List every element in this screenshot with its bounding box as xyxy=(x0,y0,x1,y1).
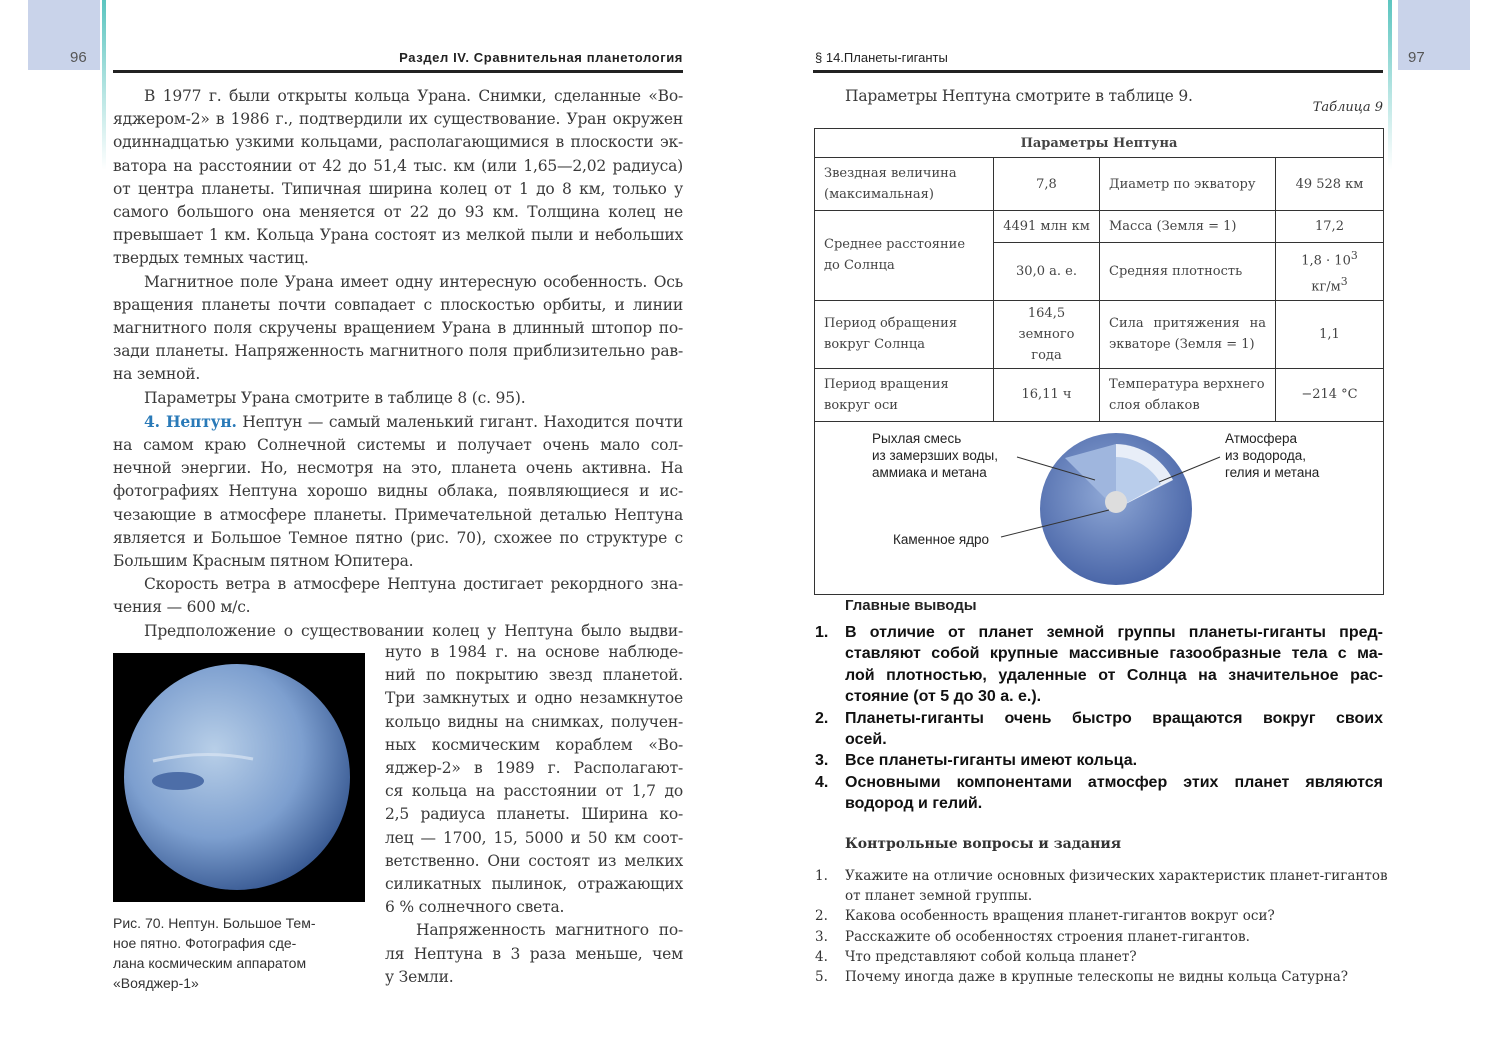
cell-label: Масса (Земля = 1) xyxy=(1100,211,1276,243)
density-unit: кг/м xyxy=(1311,279,1341,295)
text-line: ветственно. Они состоят из мелких xyxy=(385,851,683,870)
questions-list xyxy=(813,866,1388,987)
list-item xyxy=(813,947,1383,967)
text-line: является и Большое Темное пятно (рис. 70), схожее по структуре с xyxy=(113,528,683,547)
item-number: 4. xyxy=(815,948,828,965)
exponent: 3 xyxy=(1340,275,1348,289)
item-number: 3. xyxy=(815,928,828,945)
cell-value xyxy=(994,300,1100,368)
text-line: 2,5 радиуса планеты. Ширина ко- xyxy=(385,805,683,824)
cell-label: Период вращения вокруг оси xyxy=(815,368,994,421)
list-item xyxy=(813,866,1388,906)
item-number: 2. xyxy=(815,908,828,925)
label-line: Атмосфера xyxy=(1225,430,1298,446)
text-line: кольцо видны на снимках, получен- xyxy=(385,712,683,731)
text-line: яджер-2» в 1989 г. Располагают- xyxy=(385,759,683,778)
density-value: 1,8 · 10 xyxy=(1301,253,1351,269)
orbit-unit: земного года xyxy=(1018,326,1075,363)
margin-line xyxy=(102,0,106,170)
item-line: от планет земной группы. xyxy=(845,888,1033,905)
text-line: самого большого она меняется от 22 до 93 км. Толщина колец не xyxy=(113,203,683,222)
caption-line: лана космическим аппаратом xyxy=(113,955,307,971)
text-line: Три замкнутых и одно незамкнутое xyxy=(385,689,683,708)
text-line: фотографиях Нептуна хорошо видны облака, появляющиеся и ис- xyxy=(113,482,683,501)
list-item xyxy=(813,708,1383,751)
right-page-tab xyxy=(1398,0,1470,70)
text-line: 4. Нептун. Нептун — самый маленький гигант. Находится почти xyxy=(144,411,683,431)
text-line: превышает 1 км. Кольца Урана состоят из мелкой пыли и небольших xyxy=(113,226,683,245)
label-line: гелия и метана xyxy=(1225,464,1320,480)
cell-label: Средняя плотность xyxy=(1100,243,1276,301)
text-line: на самом краю Солнечной системы и получает очень мало сол- xyxy=(113,436,683,455)
text-line: нуто в 1984 г. на основе наблюде- xyxy=(385,643,683,661)
item-number: 3. xyxy=(815,752,829,770)
running-head: § 14.Планеты-гиганты xyxy=(815,50,948,65)
header-rule xyxy=(113,70,683,73)
section-heading: 4. Нептун. xyxy=(144,411,237,431)
item-line: Планеты-гиганты очень быстро вращаются вокруг своих xyxy=(845,709,1383,727)
list-item xyxy=(813,967,1383,987)
item-number: 5. xyxy=(815,969,828,986)
caption-line: Рис. 70. Нептун. Большое Тем- xyxy=(113,915,316,931)
text-line: магнитного поля скручены вращением Урана в длинный штопор по- xyxy=(113,319,683,338)
label-ice-mix xyxy=(872,430,998,481)
list-item xyxy=(813,772,1383,815)
label-line: из водорода, xyxy=(1225,447,1306,463)
item-number: 4. xyxy=(815,773,829,791)
table-label: Таблица 9 xyxy=(1312,100,1383,115)
item-line: Почему иногда даже в крупные телескопы не видны кольца Сатурна? xyxy=(845,969,1349,986)
cell-value: 49 528 км xyxy=(1276,158,1384,211)
item-line: ставляют собой крупные массивные газообразные тела с ма- xyxy=(845,645,1383,663)
caption-line: «Вояджер-1» xyxy=(113,975,199,991)
text-line: одиннадцатью узкими кольцами, располагающимися в плоскости эк- xyxy=(113,133,683,152)
item-line: Основными компонентами атмосфер этих планет являются xyxy=(845,773,1383,791)
text-line: чения — 600 м/с. xyxy=(113,598,251,617)
figure-caption xyxy=(113,913,353,993)
text-line: яджером-2» в 1986 г., подтвердили их существование. Уран окружен xyxy=(113,110,683,129)
margin-line xyxy=(1388,0,1392,170)
item-line: водород и гелий. xyxy=(845,795,983,813)
page-number: 97 xyxy=(1408,49,1425,66)
body-text xyxy=(113,85,683,643)
item-line: Какова особенность вращения планет-гигантов вокруг оси? xyxy=(845,908,1275,925)
text-line: вращения планеты почти совпадает с плоскостью орбиты, и линии xyxy=(113,295,683,314)
text-line: лец — 1700, 15, 5000 и 50 км соот- xyxy=(385,828,683,847)
left-page-tab xyxy=(28,0,100,70)
item-number: 1. xyxy=(815,624,829,641)
item-number: 1. xyxy=(815,868,828,884)
item-number: 2. xyxy=(815,709,829,727)
page-number: 96 xyxy=(70,49,87,66)
cell-value xyxy=(1276,243,1384,301)
conclusions-title: Главные выводы xyxy=(845,597,977,614)
text-line: В 1977 г. были открыты кольца Урана. Снимки, сделанные «Во- xyxy=(144,87,683,105)
cell-value: 1,1 xyxy=(1276,300,1384,368)
label-line: из замерзших воды, xyxy=(872,447,998,463)
text-line: ных космическим кораблем «Во- xyxy=(385,735,683,754)
body-text-wrapped xyxy=(385,641,683,989)
text-line: Напряженность магнитного по- xyxy=(416,921,683,940)
cell-label: Температура верхнего слоя облаков xyxy=(1100,368,1276,421)
text-line: Большим Красным пятном Юпитера. xyxy=(113,552,414,571)
text-line: ватора на расстоянии от 42 до 51,4 тыс. км (или 1,65—2,02 радиуса) xyxy=(113,156,683,175)
text-line: на земной. xyxy=(113,365,201,384)
item-line: стояние (от 5 до 30 а. е.). xyxy=(845,688,1042,706)
cell-label: Период обращения вокруг Солнца xyxy=(815,300,994,368)
text-line: зади планеты. Напряженность магнитного поля приблизительно рав- xyxy=(113,342,683,361)
text-line: ля Нептуна в 3 раза меньше, чем xyxy=(385,944,683,963)
cell-value: 30,0 а. е. xyxy=(994,243,1100,301)
item-line: лой плотностью, удаленные от Солнца на значительное рас- xyxy=(845,666,1383,684)
label-line: Рыхлая смесь xyxy=(872,430,962,446)
item-line: Все планеты-гиганты имеют кольца. xyxy=(845,752,1138,770)
text-line: у Земли. xyxy=(385,967,454,986)
cell-label: Диаметр по экватору xyxy=(1100,158,1276,211)
cell-label: Сила притяжения на экваторе (Земля = 1) xyxy=(1100,300,1276,368)
neptune-parameters-table xyxy=(814,128,1384,595)
orbit-value: 164,5 xyxy=(1027,305,1066,321)
item-line: Укажите на отличие основных физических характеристик планет-гигантов xyxy=(845,868,1388,884)
text-line: ся кольца на расстоянии от 1,7 до xyxy=(385,782,683,801)
text-line: твердых темных частиц. xyxy=(113,249,309,268)
cell-value: 17,2 xyxy=(1276,211,1384,243)
label-line: аммиака и метана xyxy=(872,464,987,480)
cell-value: −214 °С xyxy=(1276,368,1384,421)
structure-diagram-cell xyxy=(815,421,1384,594)
text-line: силикатных пылинок, отражающих xyxy=(385,875,683,894)
text-line: Параметры Урана смотрите в таблице 8 (с. 95). xyxy=(144,388,526,407)
cell-label: Среднее расстояние до Солнца xyxy=(815,211,994,301)
list-item xyxy=(813,750,1383,771)
item-line: осей. xyxy=(845,731,887,749)
running-head: Раздел IV. Сравнительная планетология xyxy=(399,50,683,65)
table-intro: Параметры Нептуна смотрите в таблице 9. xyxy=(845,87,1193,105)
text-line: нечной энергии. Но, несмотря на это, планета очень активна. На xyxy=(113,459,683,478)
cell-value: 16,11 ч xyxy=(994,368,1100,421)
list-item xyxy=(813,622,1383,708)
header-rule xyxy=(813,70,1383,73)
label-atmosphere xyxy=(1225,430,1319,481)
text-line: Магнитное поле Урана имеет одну интересную особенность. Ось xyxy=(144,272,683,291)
text-line: чезающие в атмосфере планеты. Примечательной деталью Нептуна xyxy=(113,505,683,524)
item-line: В отличие от планет земной группы планеты-гиганты пред- xyxy=(845,624,1383,641)
text-line: от центра планеты. Типичная ширина колец от 1 до 8 км, только у xyxy=(113,179,683,198)
text-line: 6 % солнечного света. xyxy=(385,898,565,917)
caption-line: ное пятно. Фотография сде- xyxy=(113,935,297,951)
list-item xyxy=(813,927,1383,947)
conclusions-list xyxy=(813,622,1383,815)
item-line: Что представляют собой кольца планет? xyxy=(845,948,1137,965)
cell-label: Звездная величина (максимальная) xyxy=(815,158,994,211)
questions-title: Контрольные вопросы и задания xyxy=(845,836,1122,852)
text-line: ний по покрытию звезд планетой. xyxy=(385,666,683,685)
cell-value: 4491 млн км xyxy=(994,211,1100,243)
table-title: Параметры Нептуна xyxy=(815,129,1384,158)
exponent: 3 xyxy=(1350,249,1358,262)
neptune-photo xyxy=(113,653,365,902)
cell-value: 7,8 xyxy=(994,158,1100,211)
label-core: Каменное ядро xyxy=(893,531,990,547)
item-line: Расскажите об особенностях строения планет-гигантов. xyxy=(845,928,1250,945)
list-item xyxy=(813,906,1383,926)
text-line: Скорость ветра в атмосфере Нептуна достигает рекордного зна- xyxy=(144,575,683,594)
text-line: Предположение о существовании колец у Нептуна было выдви- xyxy=(144,621,683,640)
